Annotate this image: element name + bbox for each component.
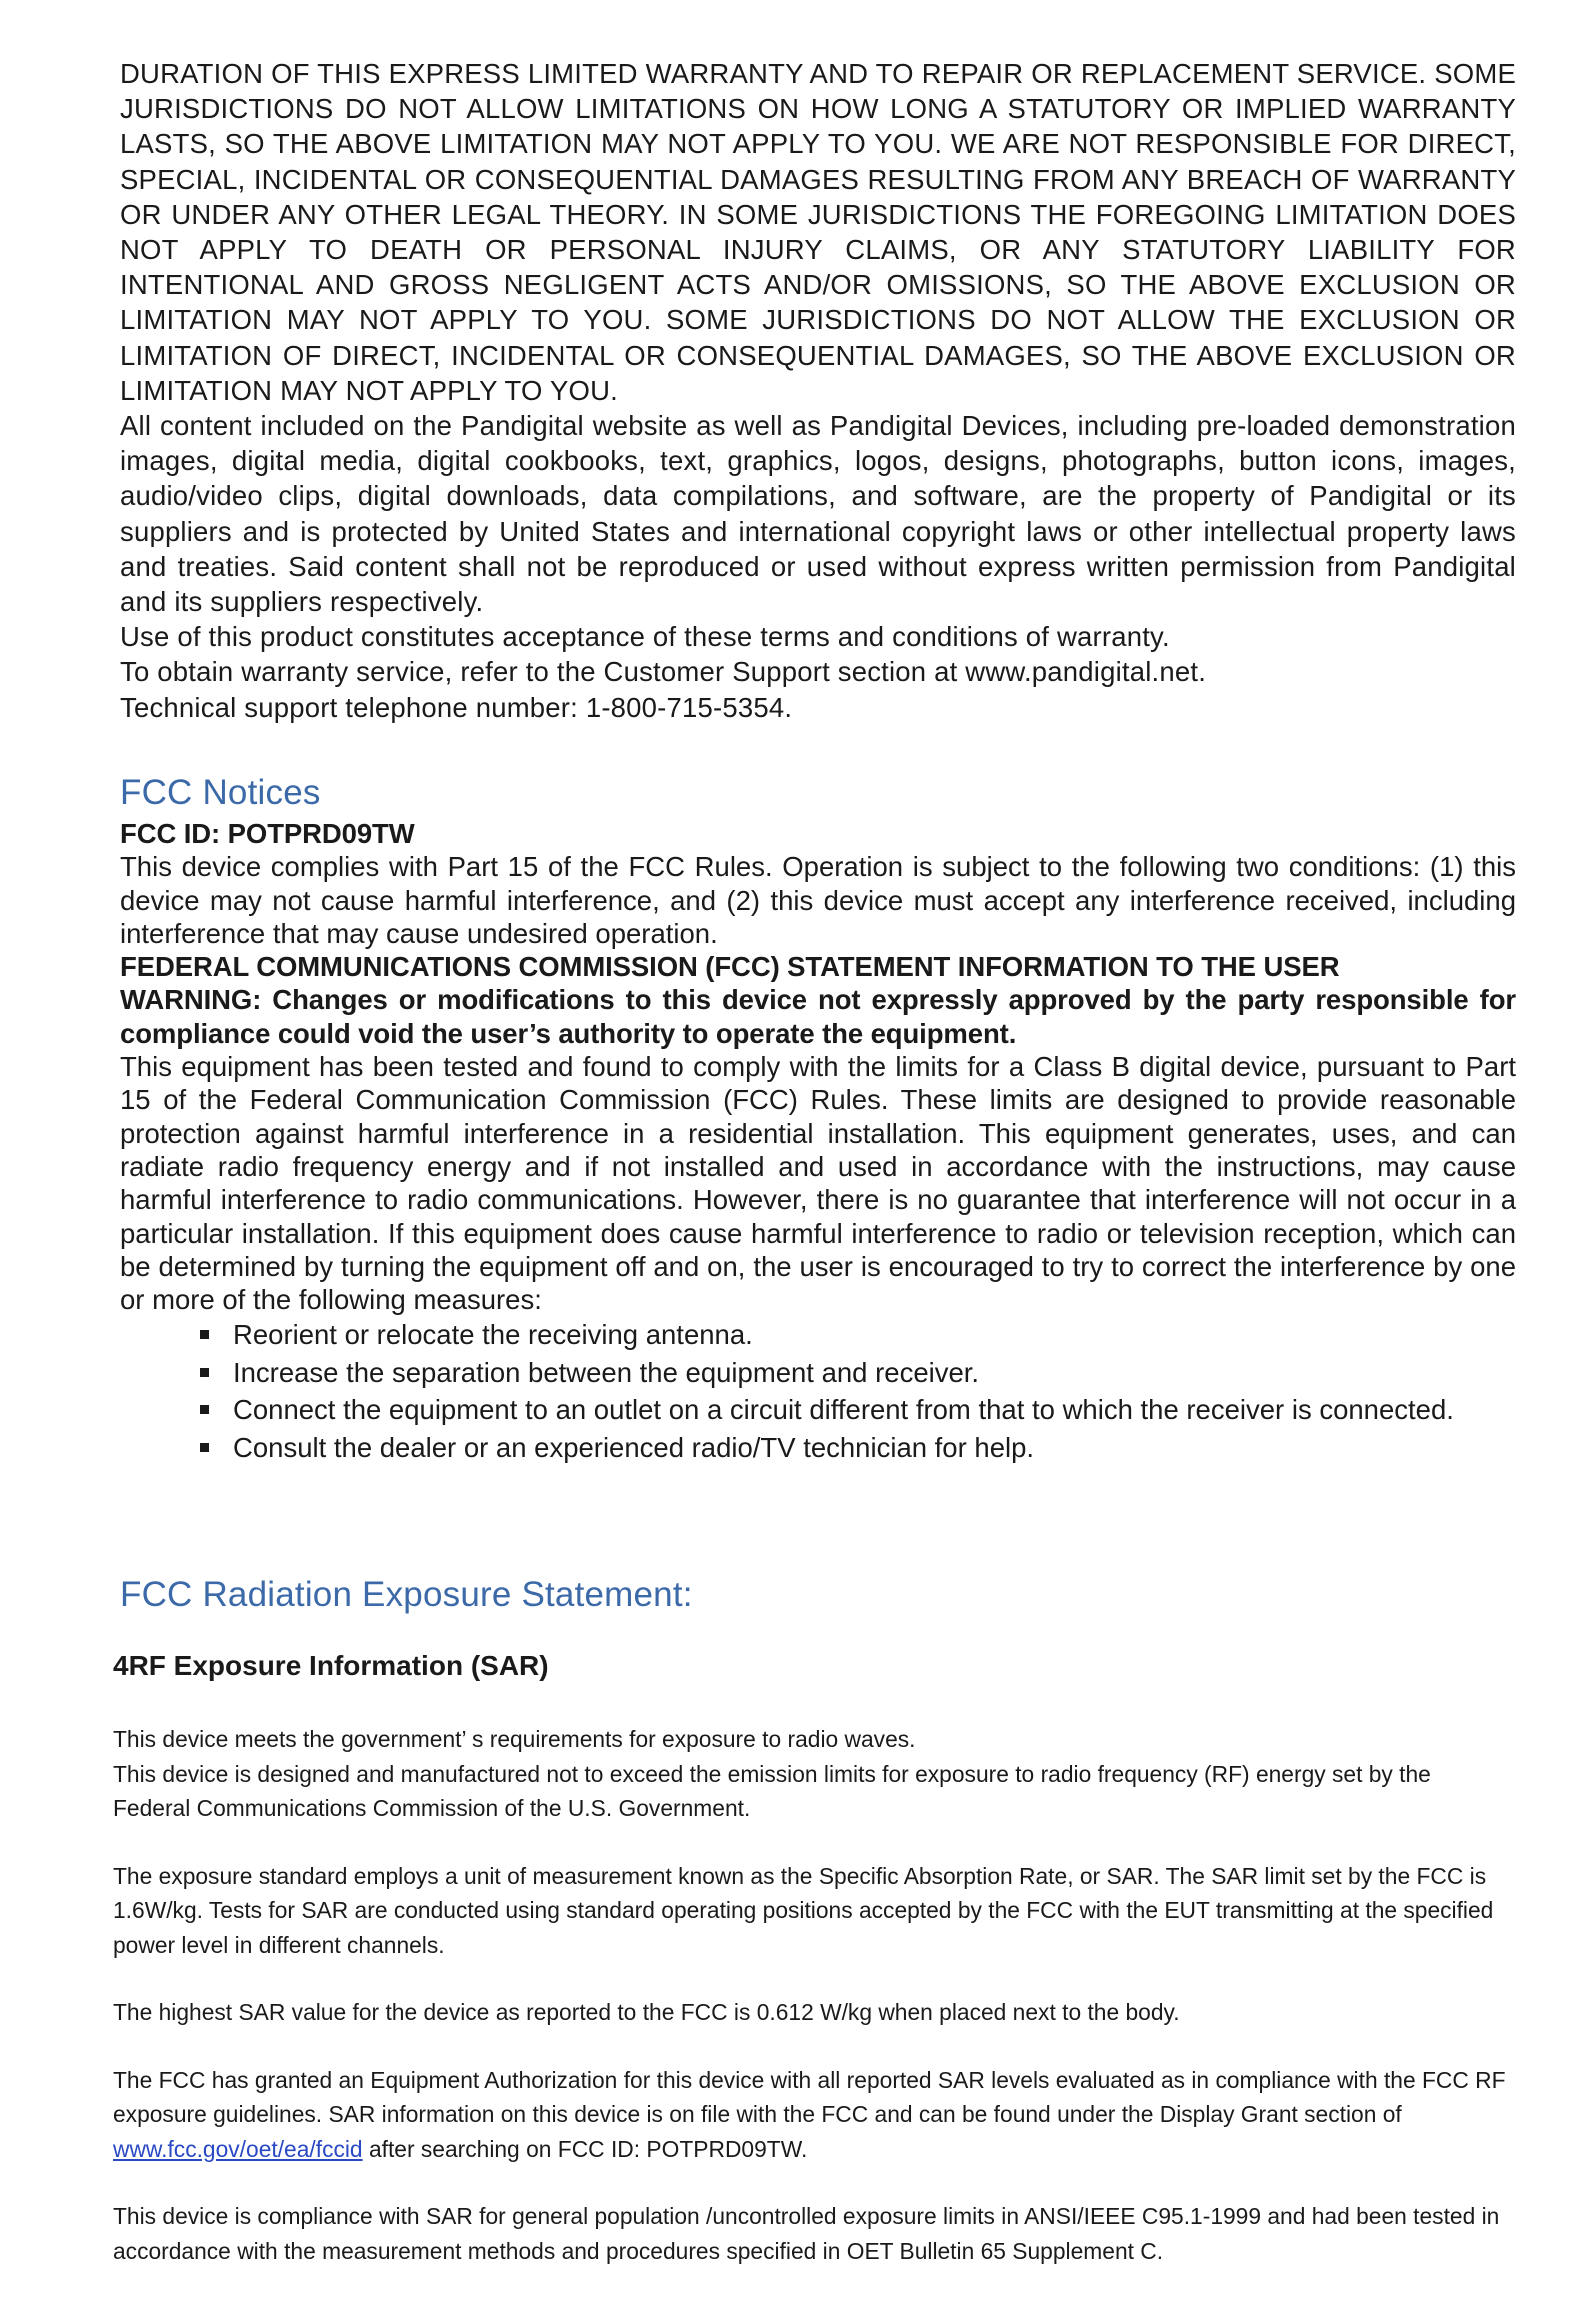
sar-paragraph-3: The highest SAR value for the device as reported to the FCC is 0.612 W/kg when placed next to the body. (113, 1999, 1180, 2025)
sar-section (113, 1722, 1513, 2301)
warranty-limitation-paragraph: DURATION OF THIS EXPRESS LIMITED WARRANTY AND TO REPAIR OR REPLACEMENT SERVICE. SOME JURISDICTIONS DO NOT ALLOW LIMITATIONS ON HOW LONG A STATUTORY OR IMPLIED WARRANTY LASTS, SO THE ABOVE LIMITATION MAY NOT APPLY TO YOU. WE ARE NOT RESPONSIBLE FOR DIRECT, SPECIAL, INCIDENTAL OR CONSEQUENTIAL DAMAGES RESULTING FROM ANY BREACH OF WARRANTY OR UNDER ANY OTHER LEGAL THEORY. IN SOME JURISDICTIONS THE FOREGOING LIMITATION DOES NOT APPLY TO DEATH OR PERSONAL INJURY CLAIMS, OR ANY STATUTORY LIABILITY FOR INTENTIONAL AND GROSS NEGLIGENT ACTS AND/OR OMISSIONS, SO THE ABOVE EXCLUSION OR LIMITATION MAY NOT APPLY TO YOU. SOME JURISDICTIONS DO NOT ALLOW THE EXCLUSION OR LIMITATION OF DIRECT, INCIDENTAL OR CONSEQUENTIAL DAMAGES, SO THE ABOVE EXCLUSION OR LIMITATION MAY NOT APPLY TO YOU. (120, 58, 1516, 406)
list-item (233, 1316, 1516, 1354)
bullet-icon (200, 1405, 209, 1414)
sar-paragraph-1 (113, 1722, 1513, 1826)
sar-line-designed: This device is designed and manufactured not to exceed the emission limits for exposure to radio frequency (RF) energy set by the Federal Communications Commission of the U.S. Government. (113, 1760, 1431, 1821)
fcc-statement-title: FEDERAL COMMUNICATIONS COMMISSION (FCC) STATEMENT INFORMATION TO THE USER (120, 951, 1340, 983)
sar-paragraph-5: This device is compliance with SAR for general population /uncontrolled exposure limits in ANSI/IEEE C95.1-1999 and had been tested in accordance with the measurement methods and procedures specified in OET Bulletin 65 Supplement C. (113, 2203, 1500, 2264)
list-item (233, 1429, 1516, 1467)
sar-paragraph-4 (113, 2063, 1513, 2167)
warranty-section (120, 56, 1516, 725)
radiation-heading: FCC Radiation Exposure Statement: (120, 1575, 693, 1614)
sar-grant-after: after searching on FCC ID: POTPRD09TW. (362, 2135, 808, 2162)
sar-paragraph-2: The exposure standard employs a unit of measurement known as the Specific Absorption Rate, or SAR. The SAR limit set by the FCC is 1.6W/kg. Tests for SAR are conducted using standard operating positions accepted by the FCC with the EUT transmitting at the specified power level in different channels. (113, 1862, 1494, 1958)
warranty-acceptance-line: Use of this product constitutes acceptance of these terms and conditions of warranty. (120, 621, 1170, 653)
fcc-id: FCC ID: POTPRD09TW (120, 818, 415, 849)
measure-text: Increase the separation between the equipment and receiver. (233, 1356, 980, 1388)
fcc-warning: WARNING: Changes or modifications to this device not expressly approved by the party responsible for compliance could void the user’s authority to operate the equipment. (120, 984, 1516, 1049)
list-item (233, 1391, 1516, 1429)
measure-text: Reorient or relocate the receiving antenna. (233, 1319, 753, 1351)
list-item (233, 1354, 1516, 1392)
measure-text: Connect the equipment to an outlet on a circuit different from that to which the receiver is connected. (233, 1394, 1454, 1426)
fcc-measures-list (120, 1316, 1516, 1466)
bullet-icon (200, 1368, 209, 1377)
fccid-link[interactable]: www.fcc.gov/oet/ea/fccid (113, 2135, 363, 2162)
fcc-notices-section (120, 817, 1516, 1466)
warranty-service-line: To obtain warranty service, refer to the Customer Support section at www.pandigital.net. (120, 656, 1207, 688)
sar-heading: 4RF Exposure Information (SAR) (113, 1650, 549, 1681)
warranty-content-paragraph: All content included on the Pandigital website as well as Pandigital Devices, including pre-loaded demonstration images, digital media, digital cookbooks, text, graphics, logos, designs, photographs, button icons, images, audio/video clips, digital downloads, data compilations, and software, are the property of Pandigital or its suppliers and is protected by United States and international copyright laws or other intellectual property laws and treaties. Said content shall not be reproduced or used without express written permission from Pandigital and its suppliers respectively. (120, 410, 1516, 618)
sar-grant-text: The FCC has granted an Equipment Authorization for this device with all reported SAR levels evaluated as in compliance with the FCC RF exposure guidelines. SAR information on this device is on file with the FCC and can be found under the Display Grant section of (113, 2066, 1506, 2127)
fcc-equipment-paragraph: This equipment has been tested and found to comply with the limits for a Class B digital device, pursuant to Part 15 of the Federal Communication Commission (FCC) Rules. These limits are designed to provide reasonable protection against harmful interference in a residential installation. This equipment generates, uses, and can radiate radio frequency energy and if not installed and used in accordance with the instructions, may cause harmful interference to radio communications. However, there is no guarantee that interference will not occur in a particular installation. If this equipment does cause harmful interference to radio or television reception, which can be determined by turning the equipment off and on, the user is encouraged to try to correct the interference by one or more of the following measures: (120, 1051, 1516, 1316)
bullet-icon (200, 1443, 209, 1452)
fcc-compliance-paragraph: This device complies with Part 15 of the FCC Rules. Operation is subject to the following two conditions: (1) this device may not cause harmful interference, and (2) this device must accept any interference received, including interference that may cause undesired operation. (120, 851, 1516, 949)
measure-text: Consult the dealer or an experienced radio/TV technician for help. (233, 1431, 1035, 1463)
sar-line-meets: This device meets the government’ s requirements for exposure to radio waves. (113, 1726, 916, 1752)
warranty-phone-line: Technical support telephone number: 1-800-715-5354. (120, 691, 793, 723)
bullet-icon (200, 1330, 209, 1339)
fcc-notices-heading: FCC Notices (120, 773, 321, 812)
